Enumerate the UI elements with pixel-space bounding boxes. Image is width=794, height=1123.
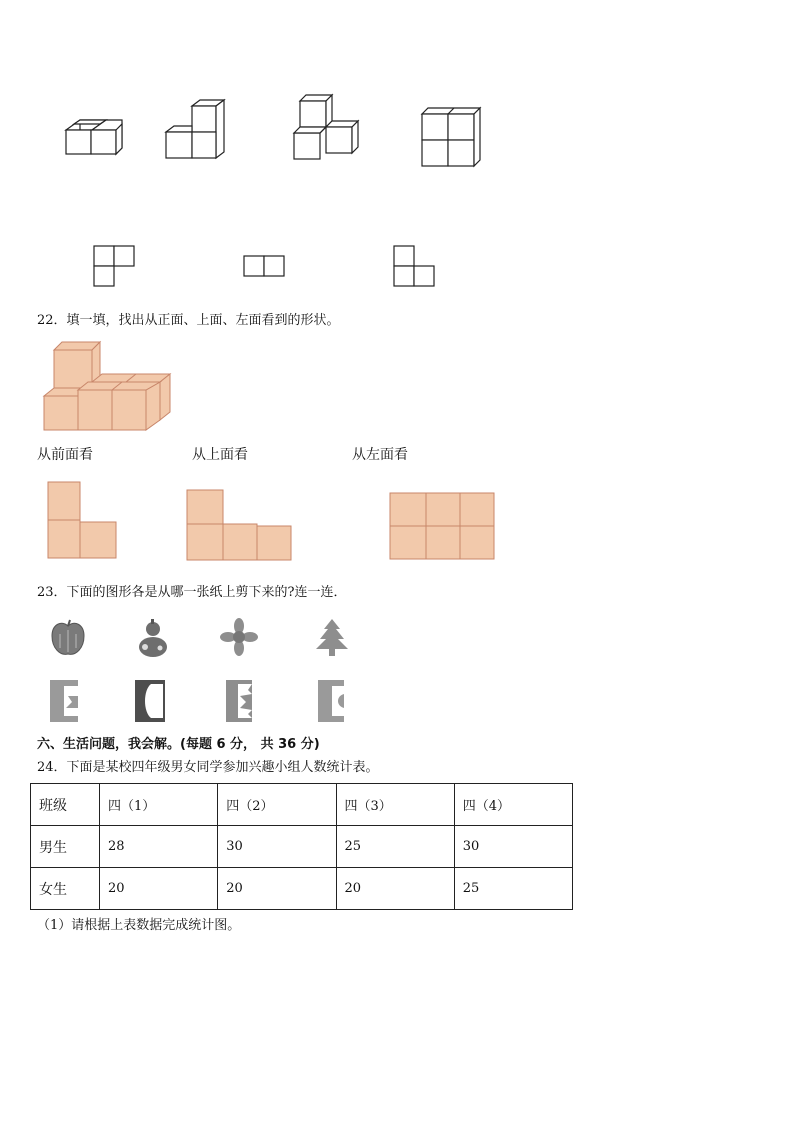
question-24-sub-1: （1）请根据上表数据完成统计图。 xyxy=(37,918,241,933)
paper-e-3-icon xyxy=(316,678,348,724)
left-view-shape xyxy=(389,492,497,562)
cube-figure-2 xyxy=(162,98,232,162)
table-row xyxy=(31,826,573,868)
section-6-title: 六、生活问题，我会解。(每题 6 分， 共 36 分) xyxy=(37,737,320,752)
table-header-row xyxy=(31,784,573,826)
apple-cutout-icon xyxy=(48,618,88,658)
colored-cube-figure xyxy=(42,340,172,434)
paper-e-1-icon xyxy=(48,678,82,724)
question-24-text: 24．下面是某校四年级男女同学参加兴趣小组人数统计表。 xyxy=(37,760,379,775)
table-cell: 28 xyxy=(100,826,218,868)
table-header-cell: 四（2） xyxy=(218,784,336,826)
table-cell: 30 xyxy=(218,826,336,868)
stats-table xyxy=(30,783,573,910)
table-header-cell: 四（1） xyxy=(100,784,218,826)
cube-figure-1 xyxy=(60,108,130,160)
table-cell: 25 xyxy=(454,868,572,910)
table-cell: 25 xyxy=(336,826,454,868)
top-view-shape xyxy=(186,489,294,563)
cube-figure-3 xyxy=(290,93,362,165)
table-header-cell: 班级 xyxy=(31,784,100,826)
table-cell: 20 xyxy=(218,868,336,910)
question-23-text: 23．下面的图形各是从哪一张纸上剪下来的?连一连． xyxy=(37,585,347,600)
question-22-text: 22．填一填，找出从正面、上面、左面看到的形状。 xyxy=(37,313,340,328)
view-label-top: 从上面看 xyxy=(192,447,248,463)
plane-view-3 xyxy=(393,245,437,289)
plane-view-1 xyxy=(93,245,137,289)
paper-e-2-icon xyxy=(224,678,256,724)
cube-figure-4 xyxy=(418,104,484,170)
table-cell: 女生 xyxy=(31,868,100,910)
table-row xyxy=(31,868,573,910)
tree-cutout-icon xyxy=(314,617,350,659)
view-label-left: 从左面看 xyxy=(352,447,408,463)
table-cell: 20 xyxy=(336,868,454,910)
flower-cutout-icon xyxy=(220,618,258,656)
table-cell: 20 xyxy=(100,868,218,910)
gourd-cutout-icon xyxy=(135,617,171,659)
table-header-cell: 四（3） xyxy=(336,784,454,826)
table-cell: 男生 xyxy=(31,826,100,868)
paper-c-icon xyxy=(133,678,167,724)
table-cell: 30 xyxy=(454,826,572,868)
view-label-front: 从前面看 xyxy=(37,447,93,463)
plane-view-2 xyxy=(243,255,287,279)
table-header-cell: 四（4） xyxy=(454,784,572,826)
front-view-shape xyxy=(47,481,119,561)
